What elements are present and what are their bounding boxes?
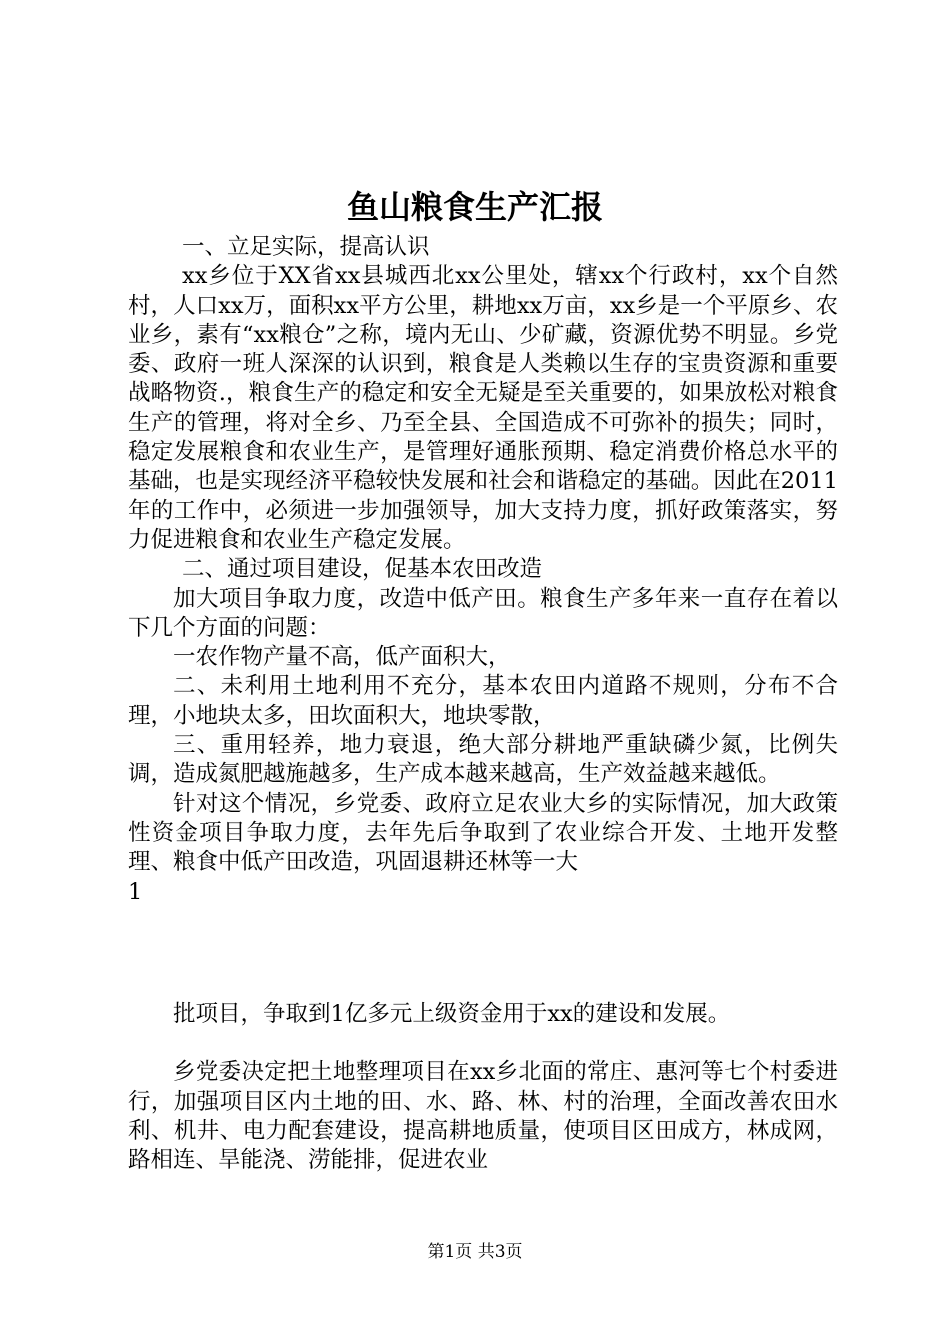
blank-line <box>128 1029 838 1058</box>
document-body-top <box>128 233 838 907</box>
paragraph-problem-2: 二、未利用土地利用不充分，基本农田内道路不规则，分布不合理，小地块太多，田坎面积大，地块零散， <box>128 673 838 729</box>
paragraph-funding: 批项目，争取到1亿多元上级资金用于xx的建设和发展。 <box>173 1001 731 1027</box>
page-marker: 1 <box>128 878 143 905</box>
paragraph-intro: xx乡位于XX省xx县城西北xx公里处，辖xx个行政村，xx个自然村，人口xx万，面积xx平方公里，耕地xx万亩，xx乡是一个平原乡、农业乡，素有“xx粮仓”之称，境内无山、少矿藏，资源优势不明显。乡党委、政府一班人深深的认识到，粮食是人类赖以生存的宝贵资源和重要战略物资.，粮食生产的稳定和安全无疑是至关重要的，如果放松对粮食生产的管理，将对全乡、乃至全县、全国造成不可弥补的损失；同时，稳定发展粮食和农业生产，是管理好通胀预期、稳定消费价格总水平的基础，也是实现经济平稳较快发展和社会和谐稳定的基础。因此在2011年的工作中，必须进一步加强领导，加大支持力度，抓好政策落实，努力促进粮食和农业生产稳定发展。 <box>128 263 838 553</box>
section-heading-1: 一、立足实际，提高认识 <box>182 234 430 260</box>
paragraph-response: 针对这个情况，乡党委、政府立足农业大乡的实际情况，加大政策性资金项目争取力度，去年先后争取到了农业综合开发、土地开发整理、粮食中低产田改造，巩固退耕还林等一大 <box>128 790 838 876</box>
paragraph-problem-3: 三、重用轻养，地力衰退，绝大部分耕地严重缺磷少氮，比例失调，造成氮肥越施越多，生产成本越来越高，生产效益越来越低。 <box>128 732 838 788</box>
page-footer: 第1页 共3页 <box>427 1242 523 1262</box>
section-heading-2: 二、通过项目建设，促基本农田改造 <box>182 556 543 583</box>
document-body-bottom <box>128 1000 838 1175</box>
paragraph-projects: 加大项目争取力度，改造中低产田。粮食生产多年来一直存在着以下几个方面的问题： <box>128 585 838 641</box>
paragraph-land-project: 乡党委决定把土地整理项目在xx乡北面的常庄、惠河等七个村委进行，加强项目区内土地的田、水、路、林、村的治理，全面改善农田水利、机井、电力配套建设，提高耕地质量，使项目区田成方，林成网，路相连、旱能浇、涝能排，促进农业 <box>128 1059 838 1174</box>
document-title: 鱼山粮食生产汇报 <box>346 188 603 226</box>
paragraph-problem-1: 一农作物产量不高，低产面积大， <box>173 644 511 671</box>
